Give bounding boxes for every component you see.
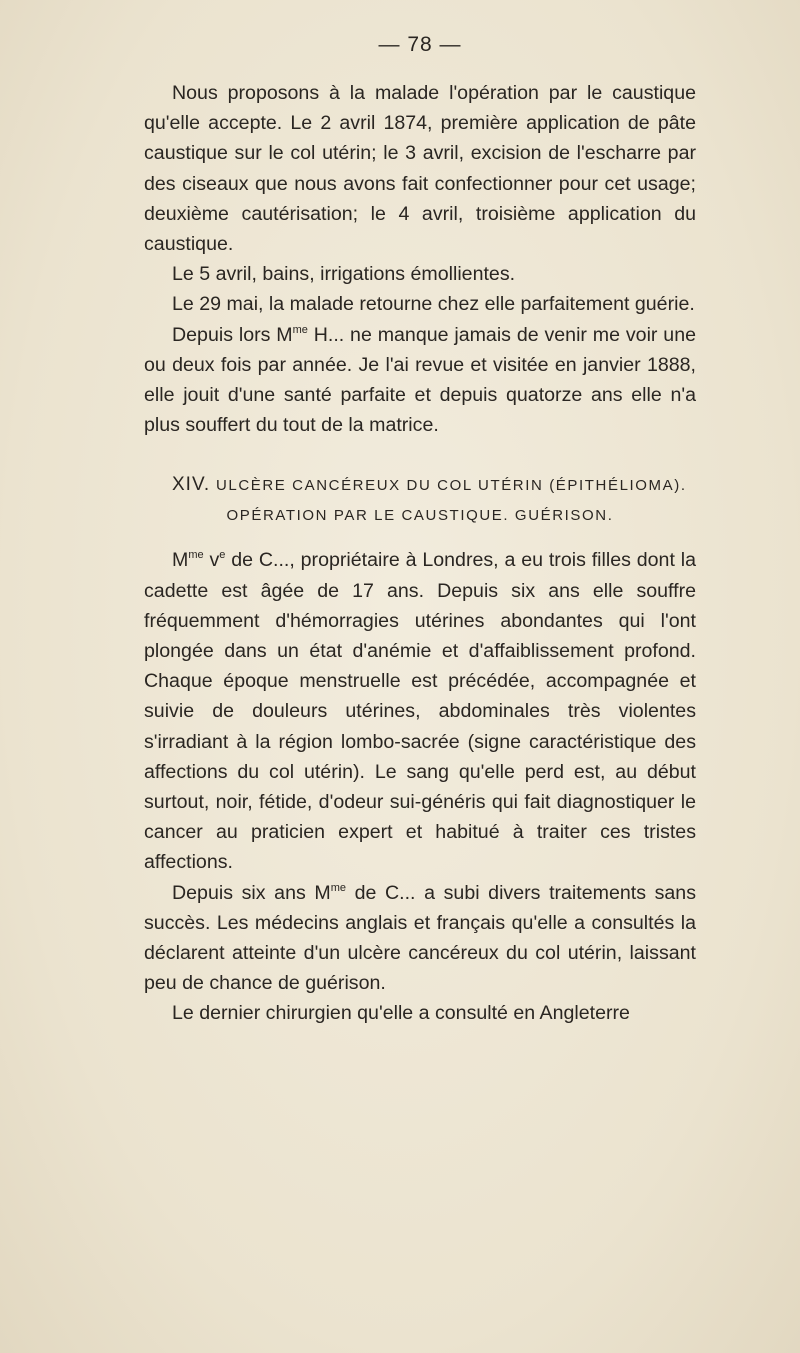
superscript-e: e (219, 549, 226, 562)
page-text-block (144, 32, 696, 1029)
page-number: — 78 — (378, 33, 462, 56)
superscript-me: me (292, 323, 308, 336)
paragraph-april-5: Le 5 avril, bains, irrigations émollientes. (172, 263, 516, 286)
section-heading (144, 470, 696, 531)
paragraph-follow-up: Depuis lors $M^{me}$ H... ne manque jamais de venir me voir une ou deux fois par année. Je l'ai revue et visitée en janvier 1888, elle jouit d'une santé parfaite et depuis quatorze ans elle n'a plus souffert du tout de la matrice. (144, 323, 696, 437)
section-title-line-1: XIV. ULCÈRE CANCÉREUX DU COL UTÉRIN (ÉPITHÉLIOMA). (172, 474, 687, 496)
superscript-me: me (330, 881, 346, 894)
paragraph-may-29: Le 29 mai, la malade retourne chez elle parfaitement guérie. (172, 293, 695, 316)
paragraph-case-history: $M^{me}$ $v^e$ de C..., propriétaire à Londres, a eu trois filles dont la cadette est âgée de 17 ans. Depuis six ans elle souffre fréquemment d'hémorragies utérines abondantes qui l'ont plongée dans un état d'anémie et d'affaiblissement profond. Chaque époque menstruelle est précédée, accompagnée et suivie de douleurs utérines, abdominales très violentes s'irradiant à la région lombo-sacrée (signe caractéristique des affections du col utérin). Le sang qu'elle perd est, au début surtout, noir, fétide, d'odeur sui-généris qui fait diagnostiquer le cancer au praticien expert et habitué à traiter ces tristes affections. (144, 549, 696, 874)
paragraph-operation-dates: Nous proposons à la malade l'opération par le caustique qu'elle accepte. Le 2 avril 1874, première application de pâte caustique sur le col utérin; le 3 avril, excision de l'escharre par des ciseaux que nous avons fait confectionner pour cet usage; deuxième cautérisation; le 4 avril, troisième application du caustique. (144, 82, 696, 256)
superscript-me: me (188, 549, 204, 562)
section-title-line-2: OPÉRATION PAR LE CAUSTIQUE. GUÉRISON. (226, 507, 614, 525)
section-number: XIV. (172, 474, 211, 496)
paragraph-treatments: Depuis six ans $M^{me}$ de C... a subi divers traitements sans succès. Les médecins anglais et français qu'elle a consultés la déclarent atteinte d'un ulcère cancéreux du col utérin, laissant peu de chance de guérison. (144, 881, 696, 995)
paragraph-last-surgeon: Le dernier chirurgien qu'elle a consulté en Angleterre (172, 1002, 630, 1025)
